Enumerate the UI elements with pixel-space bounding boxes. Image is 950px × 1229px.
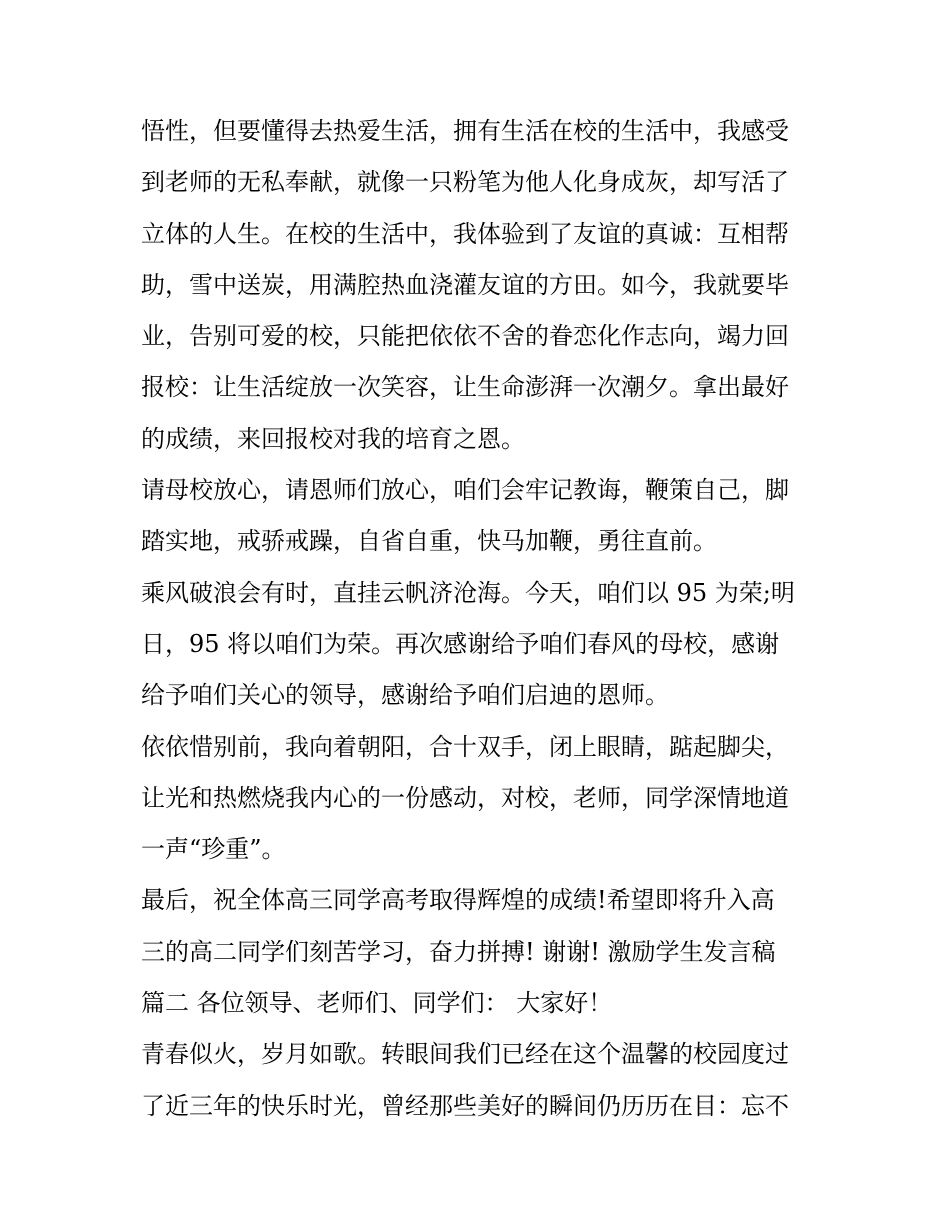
text-line: 报校：让生活绽放一次笑容，让生命澎湃一次潮夕。拿出最好 [141,373,789,402]
text-line: 悟性，但要懂得去热爱生活，拥有生活在校的生活中，我感受 [141,117,789,145]
text-line: 的成绩，来回报校对我的培育之恩。 [141,424,525,453]
text-line: 篇二 各位领导、老师们、同学们： 大家好！ [141,989,613,1018]
text-line: 到老师的无私奉献，就像一只粉笔为他人化身成灰，却写活了 [141,168,789,197]
body-text [141,106,821,1132]
text-line: 让光和热燃烧我内心的一份感动，对校，老师，同学深情地道 [141,783,789,812]
text-line: 助，雪中送炭，用满腔热血浇灌友谊的方田。如今，我就要毕 [141,270,789,299]
text-line: 乘风破浪会有时，直挂云帆济沧海。今天，咱们以 95 为荣;明 [141,578,795,607]
text-line: 日，95 将以咱们为荣。再次感谢给予咱们春风的母校，感谢 [141,629,780,658]
text-line: 了近三年的快乐时光，曾经那些美好的瞬间仍历历在目：忘不 [141,1091,789,1120]
text-line: 青春似火，岁月如歌。转眼间我们已经在这个温馨的校园度过 [141,1040,789,1069]
text-line: 三的高二同学们刻苦学习，奋力拼搏! 谢谢! 激励学生发言稿 [141,937,776,966]
text-line: 请母校放心，请恩师们放心，咱们会牢记教诲，鞭策自己，脚 [141,476,789,505]
text-line: 踏实地，戒骄戒躁，自省自重，快马加鞭，勇往直前。 [141,527,717,556]
text-line: 最后，祝全体高三同学高考取得辉煌的成绩!希望即将升入高 [141,886,775,915]
text-line: 一声“珍重”。 [141,835,286,864]
text-line: 依依惜别前，我向着朝阳，合十双手，闭上眼睛，踮起脚尖， [141,732,789,761]
text-line: 立体的人生。在校的生活中，我体验到了友谊的真诚：互相帮 [141,219,789,248]
text-line: 业，告别可爱的校，只能把依依不舍的眷恋化作志向，竭力回 [141,322,789,351]
text-line: 给予咱们关心的领导，感谢给予咱们启迪的恩师。 [141,681,669,710]
